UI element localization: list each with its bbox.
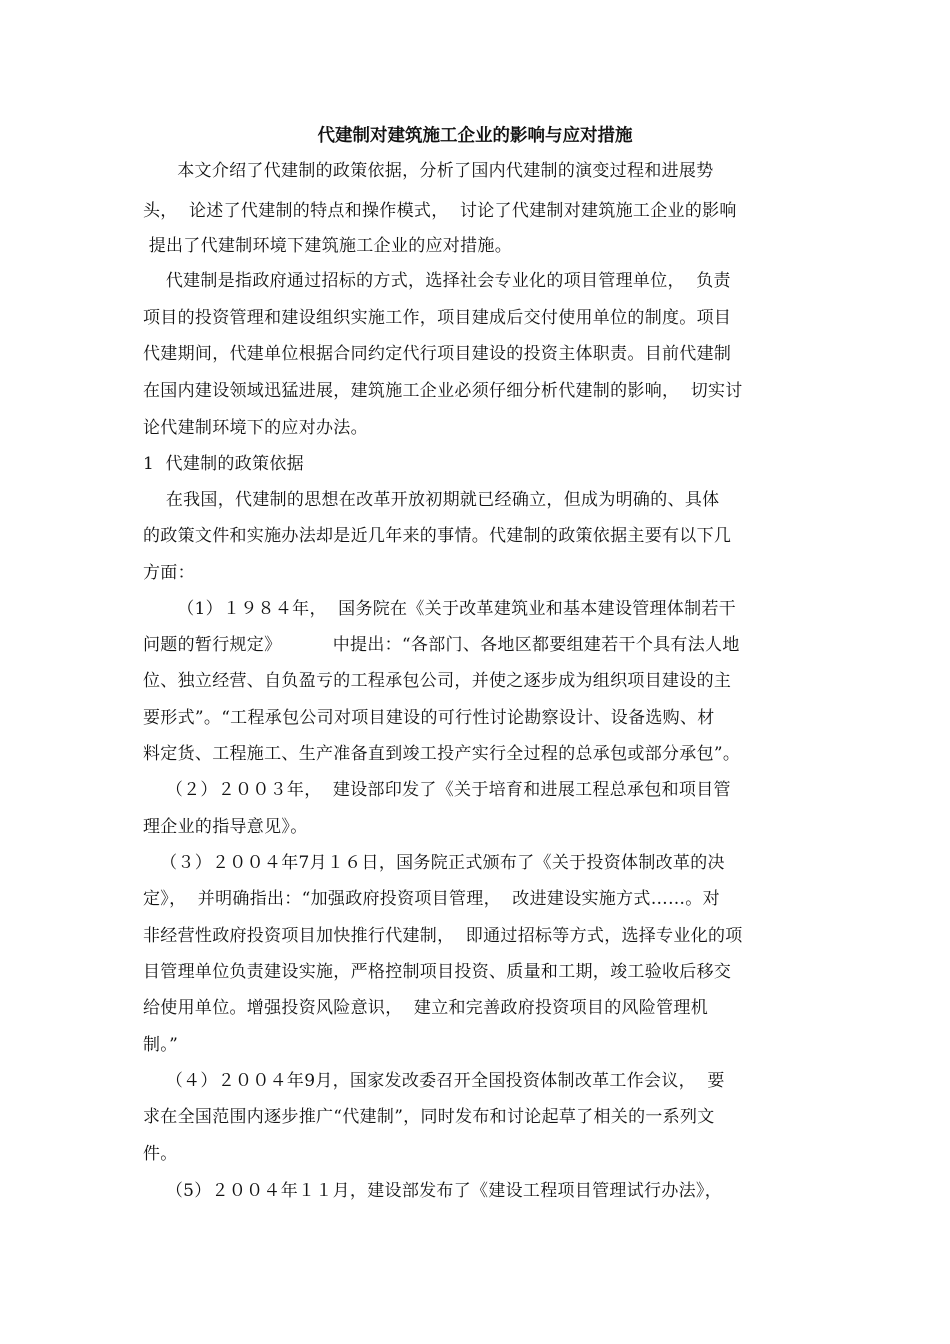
paragraph-line: 论代建制环境下的应对办法。 — [143, 418, 368, 438]
list-item-line: 问题的暂行规定》 中提出：“各部门、各地区都要组建若干个具有法人地 — [143, 635, 740, 655]
list-item-line: （３）２００４年7月１６日，国务院正式颁布了《关于投资体制改革的决 — [143, 853, 725, 873]
paragraph-line: 在我国，代建制的思想在改革开放初期就已经确立，但成为明确的、具体 — [143, 490, 720, 510]
list-item-line: （5）２００４年１１月，建设部发布了《建设工程项目管理试行办法》， — [143, 1181, 723, 1201]
list-item-line: 理企业的指导意见》。 — [143, 817, 308, 837]
paragraph-line: 的政策文件和实施办法却是近几年来的事情。代建制的政策依据主要有以下几 — [143, 526, 732, 546]
list-item-line: 求在全国范围内逐步推广“代建制”，同时发布和讨论起草了相关的一系列文 — [143, 1107, 715, 1127]
abstract-line-1: 本文介绍了代建制的政策依据，分析了国内代建制的演变过程和进展势 — [143, 161, 714, 181]
paragraph-line: 方面： — [143, 563, 195, 583]
document-title: 代建制对建筑施工企业的影响与应对措施 — [317, 126, 633, 146]
paragraph-line: 在国内建设领域迅猛进展，建筑施工企业必须仔细分析代建制的影响， 切实讨 — [143, 381, 743, 401]
list-item-line: 给使用单位。增强投资风险意识， 建立和完善政府投资项目的风险管理机 — [143, 998, 709, 1018]
section-heading: 1 代建制的政策依据 — [143, 454, 304, 474]
list-item-line: （４）２００４年9月，国家发改委召开全国投资体制改革工作会议， 要 — [143, 1071, 725, 1091]
abstract-line-2: 头， 论述了代建制的特点和操作模式， 讨论了代建制对建筑施工企业的影响 — [143, 201, 737, 221]
paragraph-line: 项目的投资管理和建设组织实施工作，项目建成后交付使用单位的制度。项目 — [143, 308, 732, 328]
list-item-line: 位、独立经营、自负盈亏的工程承包公司，并使之逐步成为组织项目建设的主 — [143, 671, 732, 691]
list-item-line: 料定货、工程施工、生产准备直到竣工投产实行全过程的总承包或部分承包”。 — [143, 744, 741, 764]
list-item-line: 件。 — [143, 1144, 178, 1164]
list-item-line: 要形式”。“工程承包公司对项目建设的可行性讨论勘察设计、设备选购、材 — [143, 708, 715, 728]
abstract-line-3: 提出了代建制环境下建筑施工企业的应对措施。 — [143, 236, 513, 256]
paragraph-line: 代建制是指政府通过招标的方式，选择社会专业化的项目管理单位， 负责 — [143, 271, 731, 291]
list-item-line: （２）２００３年， 建设部印发了《关于培育和进展工程总承包和项目管 — [143, 780, 731, 800]
list-item-line: 非经营性政府投资项目加快推行代建制， 即通过招标等方式，选择专业化的项 — [143, 926, 743, 946]
list-item-line: （1）１９８４年， 国务院在《关于改革建筑业和基本建设管理体制若干 — [143, 599, 737, 619]
list-item-line: 目管理单位负责建设实施，严格控制项目投资、质量和工期，竣工验收后移交 — [143, 962, 732, 982]
list-item-line: 制。” — [143, 1035, 179, 1055]
paragraph-line: 代建期间，代建单位根据合同约定代行项目建设的投资主体职责。目前代建制 — [143, 344, 732, 364]
list-item-line: 定》， 并明确指出：“加强政府投资项目管理， 改进建设实施方式……。对 — [143, 889, 720, 909]
